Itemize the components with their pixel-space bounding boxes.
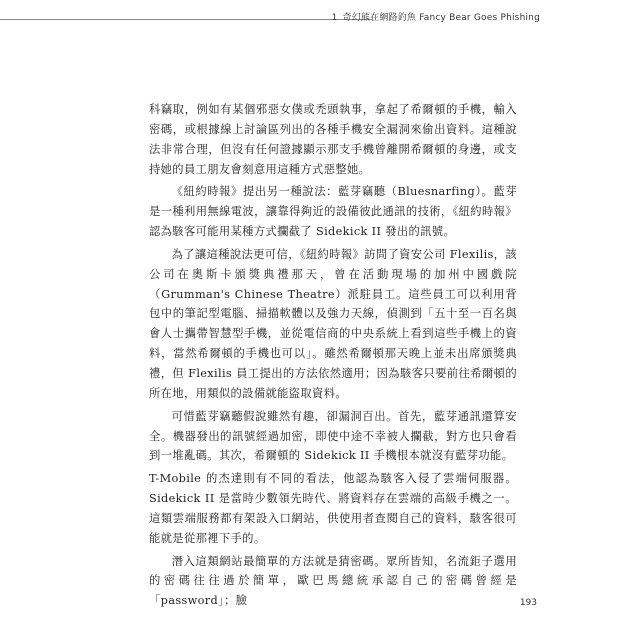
paragraph: 為了讓這種說法更可信，《紐約時報》訪問了資安公司 Flexilis，該公司在奧斯卡頒獎典禮那天，曾在活動現場的加州中國戲院（Grumman's Chinese Theatre）派駐員工。這些員工可以利用背包中的筆記型電腦、掃描軟體以及強力天線，偵測到「五十至一百名與會人士攜帶智慧型手機，並從電信商的中央系統上看到這些手機上的資料，當然希爾頓的手機也可以」。雖然希爾頓那天晚上並未出席頒獎典禮，但 Flexilis 員工提出的方法依然適用；因為駭客只要前往希爾頓的所在地，用類似的設備就能盜取資料。: [149, 247, 517, 400]
paragraph: T-Mobile 的杰達則有不同的看法，他認為駭客入侵了雲端伺服器。Sidekick II 是當時少數領先時代、將資料存在雲端的高級手機之一。這類雲端服務都有架設入口網站，供使用者查閱自己的資料，駭客很可能就是從那裡下手的。: [149, 472, 517, 545]
page-number: 193: [519, 598, 537, 608]
paragraph: 潛入這類網站最簡單的方法就是猜密碼。眾所皆知，名流鉅子選用的密碼往往過於簡單，歐巴馬總統承認自己的密碼曾經是「password」；臉: [149, 554, 517, 608]
running-head: [332, 10, 540, 23]
paragraph: 可惜藍芽竊聽假說雖然有趣，卻漏洞百出。首先，藍芽通訊還算安全。機器發出的訊號經過加密，即使中途不幸被人攔截，對方也只會看到一堆亂碼。其次，希爾頓的 Sidekick II 手機根本就沒有藍芽功能。: [149, 409, 517, 463]
paragraph: 《紐約時報》提出另一種說法：藍芽竊聽（Bluesnarfing）。藍芽是一種利用無線電波，讓靠得夠近的設備彼此通訊的技術，《紐約時報》認為駭客可能用某種方式攔截了 Sidekick II 發出的訊號。: [149, 185, 517, 239]
body-text: [149, 100, 517, 614]
chapter-title: 奇幻熊在網路釣魚 Fancy Bear Goes Phishing: [342, 13, 540, 23]
chapter-number: 1: [331, 13, 338, 23]
header-rule: [0, 19, 372, 20]
paragraph: 科竊取，例如有某個邪惡女僕或禿頭執事，拿起了希爾頓的手機，輸入密碼，或根據線上討論區列出的各種手機安全漏洞來偷出資料。這種說法非常合理，但沒有任何證據顯示那支手機曾離開希爾頓的身邊，或支持她的員工朋友會刻意用這種方式惡整她。: [149, 103, 517, 176]
